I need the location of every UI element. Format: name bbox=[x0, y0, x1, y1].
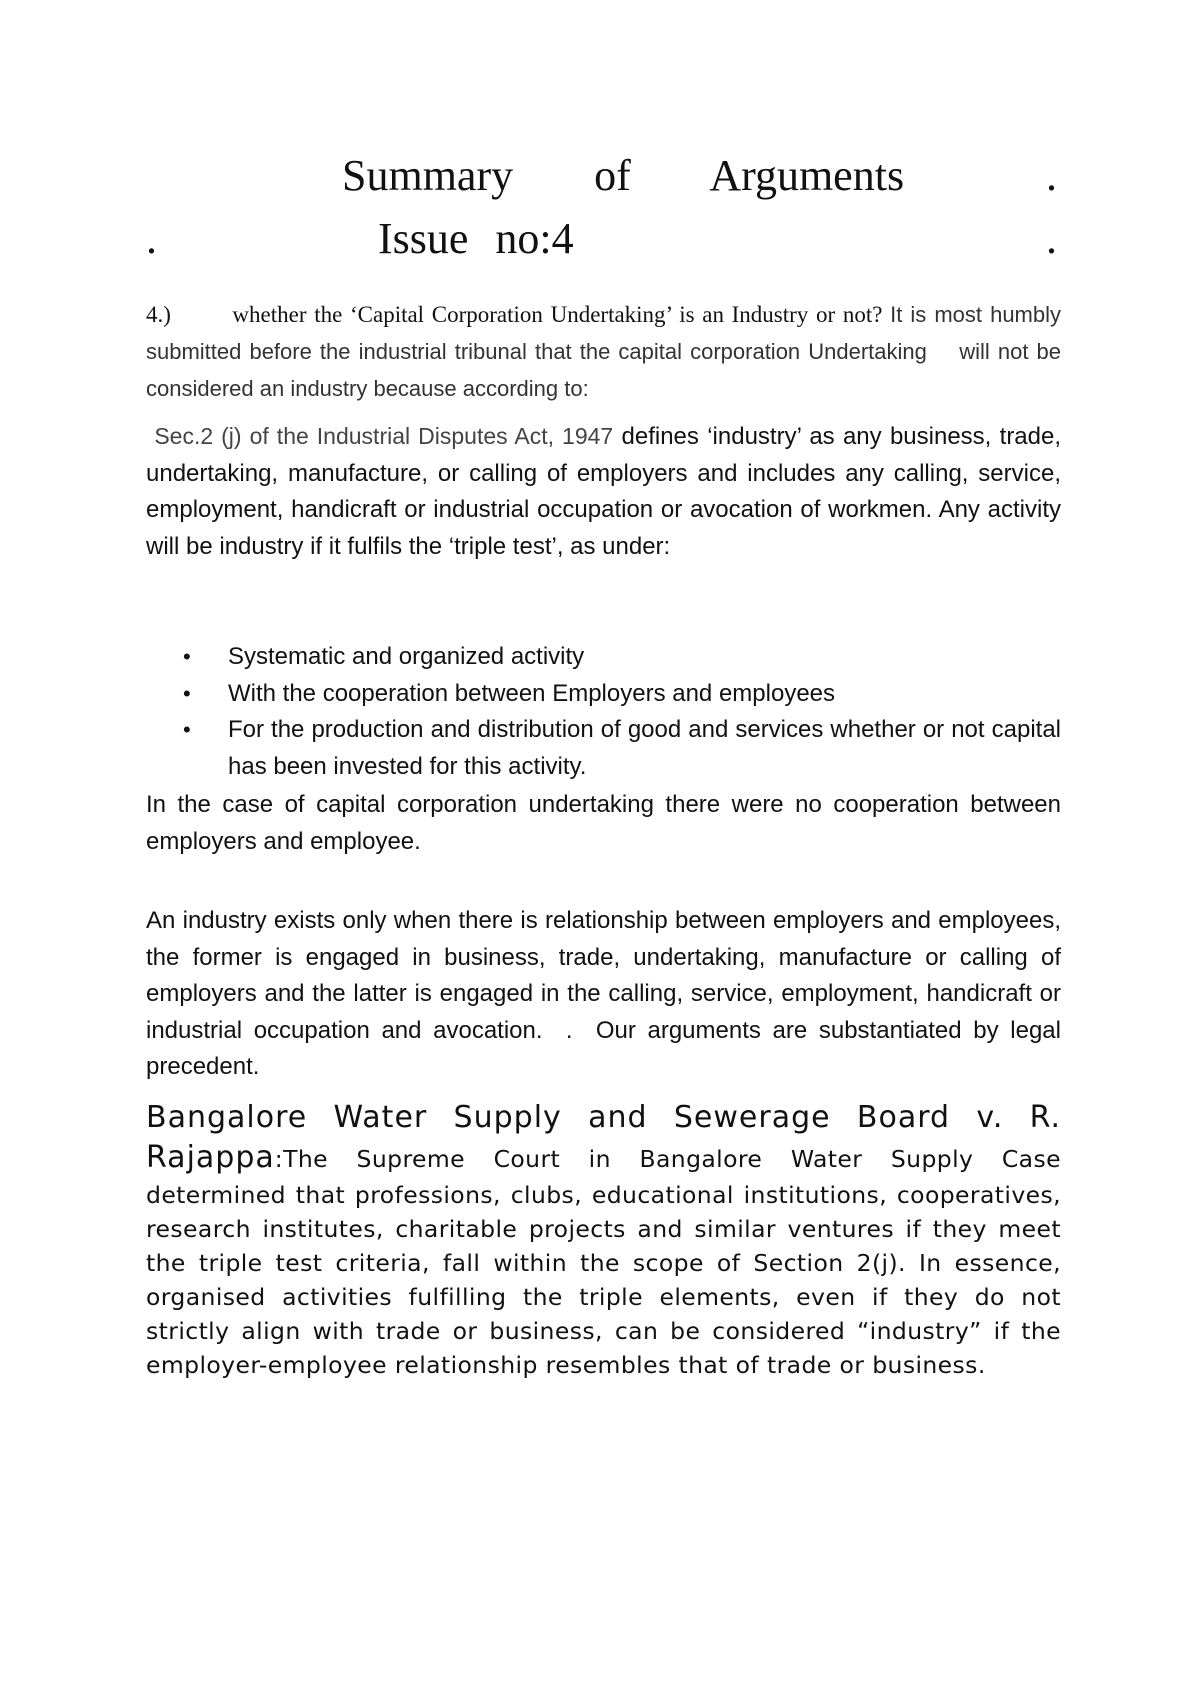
bullet-icon: • bbox=[183, 680, 191, 706]
issue-question-paragraph bbox=[146, 296, 1123, 407]
list-item-text: With the cooperation between Employers and employees bbox=[228, 679, 836, 707]
list-item-text: Systematic and organized activity bbox=[228, 643, 585, 670]
issue-heading: Issue no:4 bbox=[378, 214, 574, 263]
page-title: Summary of Arguments bbox=[342, 151, 905, 200]
industry-definition: defines ‘industry’ as any business, trade, undertaking, manufacture, or calling of employers and includes any calling, service, employment, handicraft or industrial occupation or avocation of workmen. Any activity will be industry if it fulfils the ‘triple test’, as under: bbox=[146, 423, 1062, 560]
list-item bbox=[183, 639, 1061, 676]
precedent-paragraph bbox=[146, 1098, 1061, 1382]
case-name-colon: : bbox=[274, 1145, 284, 1173]
case-paragraph: In the case of capital corporation undertaking there were no cooperation between employers and employee. bbox=[146, 791, 1061, 855]
list-item bbox=[183, 712, 1061, 785]
triple-test-list bbox=[146, 639, 1061, 785]
issue-submission: It is most humbly submitted before the industrial tribunal that the capital corporation Undertaking will not be considered an industry because according to: bbox=[146, 302, 1123, 401]
section-definition-paragraph bbox=[146, 418, 1061, 565]
industry-exists-paragraph: An industry exists only when there is relationship between employers and employees, the former is engaged in business, trade, undertaking, manufacture or calling of employers and the latter is engaged in the calling, service, employment, handicraft or industrial occupation and avocation. . Our arguments are substantiated by legal precedent. bbox=[146, 907, 1068, 1080]
list-item-text: For the production and distribution of good and services whether or not capital has been invested for this activity. bbox=[228, 716, 1061, 780]
issue-leading-dot: . bbox=[146, 214, 157, 263]
list-item bbox=[183, 676, 1061, 713]
title-trailing-dot: . bbox=[1046, 151, 1057, 200]
statute-citation: Sec.2 (j) of the Industrial Disputes Act, 1947 bbox=[154, 423, 614, 449]
case-name: Bangalore Water Supply and Sewerage Board v. R. Rajappa bbox=[146, 1100, 1061, 1175]
precedent-text: The Supreme Court in Bangalore Water Supply Case determined that professions, clubs, educational institutions, cooperatives, research institutes, charitable projects and similar ventures if they meet the triple test criteria, fall within the scope of Section 2(j). In essence, organised activities fulfilling the triple elements, even if they do not strictly align with trade or business, can be considered “industry” if the employer-employee relationship resembles that of trade or business. bbox=[146, 1145, 1061, 1379]
issue-question: 4.) whether the ‘Capital Corporation Undertaking’ is an Industry or not? bbox=[146, 302, 883, 327]
bullet-icon: • bbox=[183, 717, 191, 742]
bullet-icon: • bbox=[183, 644, 191, 669]
issue-trailing-dot: . bbox=[1046, 214, 1057, 263]
